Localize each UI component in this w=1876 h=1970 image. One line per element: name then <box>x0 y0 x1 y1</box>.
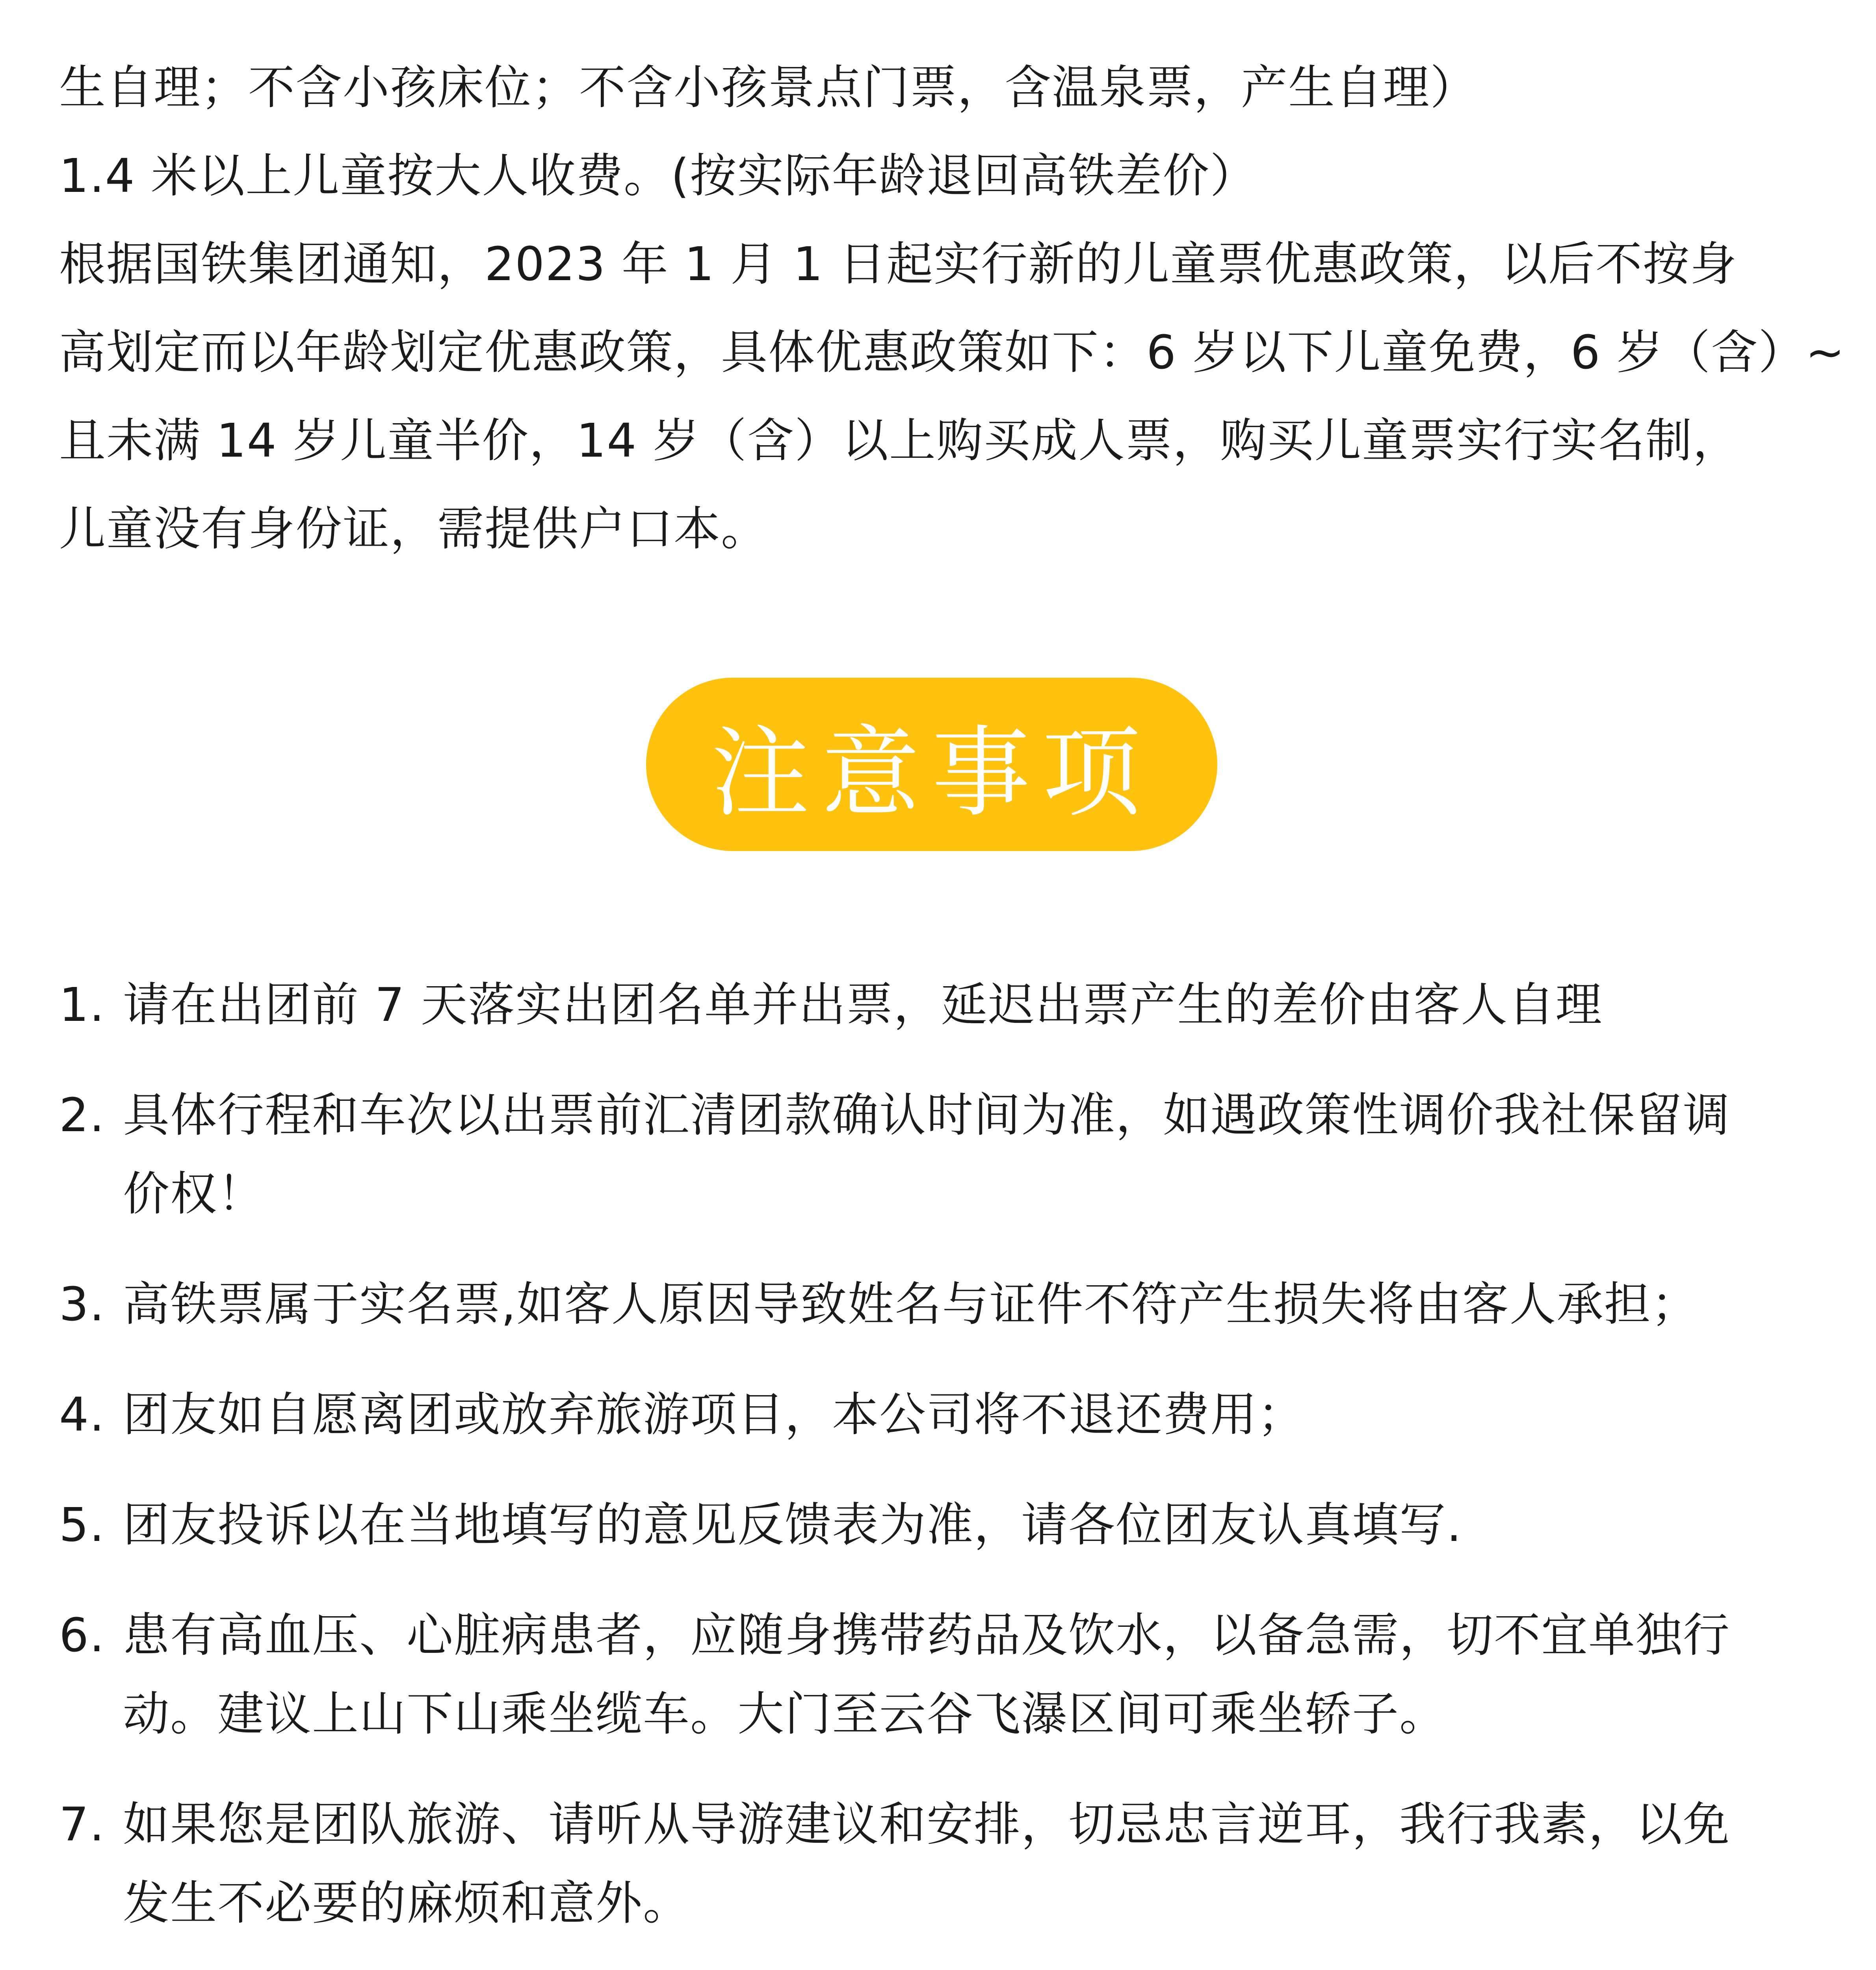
note-number: 2. <box>59 1088 105 1142</box>
intro-line: 且未满 14 岁儿童半价，14 岁（含）以上购买成人票，购买儿童票实行实名制， <box>59 413 1740 468</box>
note-number: 5. <box>59 1498 105 1552</box>
note-line: 团友如自愿离团或放弃旅游项目，本公司将不退还费用； <box>123 1387 1305 1442</box>
note-line: 发生不必要的麻烦和意外。 <box>123 1876 691 1930</box>
note-line: 价权！ <box>123 1167 265 1221</box>
note-line: 如果您是团队旅游、请听从导游建议和安排，切忌忠言逆耳，我行我素，以免 <box>123 1797 1731 1851</box>
note-line: 具体行程和车次以出票前汇清团款确认时间为准，如遇政策性调价我社保留调 <box>123 1088 1731 1142</box>
note-line: 请在出团前 7 天落实出团名单并出票，延迟出票产生的差价由客人自理 <box>123 978 1603 1032</box>
note-line: 高铁票属于实名票,如客人原因导致姓名与证件不符产生损失将由客人承担； <box>123 1277 1699 1331</box>
intro-line: 1.4 米以上儿童按大人收费。(按实际年龄退回高铁差价） <box>59 149 1257 203</box>
note-item-5 <box>59 1485 1812 1564</box>
note-line: 团友投诉以在当地填写的意见反馈表为准，请各位团友认真填写. <box>123 1498 1462 1552</box>
note-number: 6. <box>59 1608 105 1662</box>
note-number: 3. <box>59 1277 105 1331</box>
intro-paragraph <box>59 43 1846 573</box>
note-line: 动。建议上山下山乘坐缆车。大门至云谷飞瀑区间可乘坐轿子。 <box>123 1687 1447 1741</box>
note-item-6 <box>59 1596 1812 1753</box>
notes-list <box>59 965 1812 1970</box>
section-title: 注意事项 <box>711 716 1152 830</box>
intro-line: 根据国铁集团通知，2023 年 1 月 1 日起实行新的儿童票优惠政策，以后不按身 <box>59 237 1737 291</box>
intro-line: 高划定而以年龄划定优惠政策，具体优惠政策如下：6 岁以下儿童免费，6 岁（含）~ <box>59 325 1846 379</box>
note-line: 患有高血压、心脏病患者，应随身携带药品及饮水，以备急需，切不宜单独行 <box>123 1608 1731 1662</box>
note-item-2 <box>59 1076 1812 1233</box>
section-title-badge <box>646 678 1217 851</box>
note-item-7 <box>59 1785 1812 1942</box>
note-number: 4. <box>59 1387 105 1442</box>
note-number: 1. <box>59 978 105 1032</box>
intro-line: 儿童没有身份证，需提供户口本。 <box>59 502 769 556</box>
note-item-1 <box>59 965 1812 1044</box>
intro-line: 生自理；不含小孩床位；不含小孩景点门票，含温泉票，产生自理） <box>59 60 1478 115</box>
note-item-3 <box>59 1265 1812 1344</box>
note-number: 7. <box>59 1797 105 1851</box>
note-item-4 <box>59 1375 1812 1454</box>
